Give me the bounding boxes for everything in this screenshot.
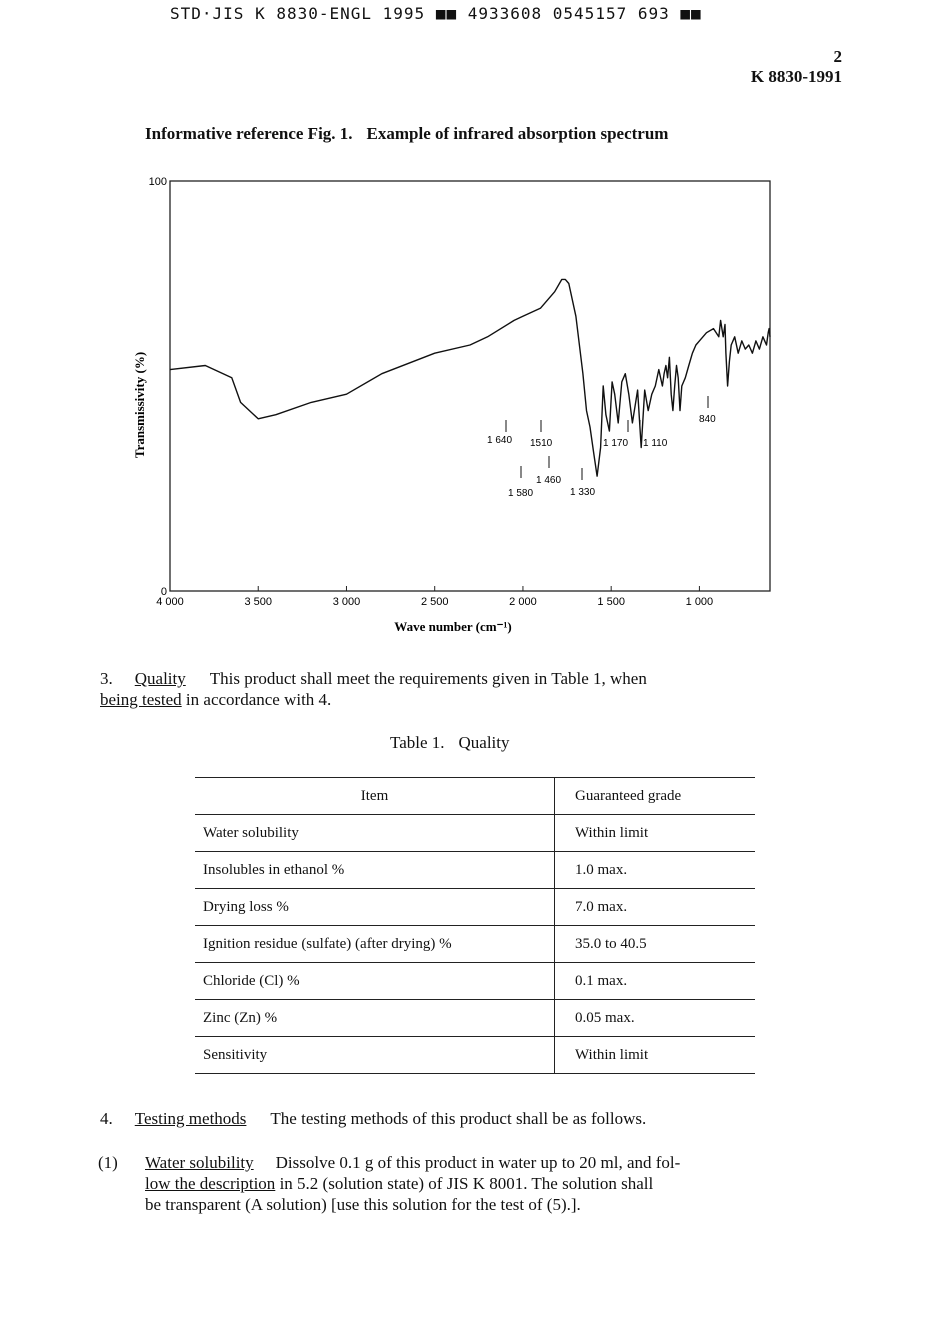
table-row xyxy=(195,889,755,926)
item-1-heading: Water solubility xyxy=(145,1153,254,1172)
x-tick-label: 3 500 xyxy=(244,596,273,608)
y-tick-label: 0 xyxy=(160,586,167,598)
table-cell-grade: 1.0 max. xyxy=(555,852,756,889)
x-axis-label: Wave number (cm⁻¹) xyxy=(394,619,512,634)
ir-spectrum-chart xyxy=(0,0,950,650)
x-tick-label: 2 000 xyxy=(509,596,537,608)
quality-table xyxy=(195,777,755,1074)
section-3-text: This product shall meet the requirements given in Table 1, when xyxy=(209,669,647,688)
section-4-number: 4. xyxy=(100,1109,113,1128)
peak-label: 1 170 xyxy=(603,438,629,449)
table-cell-item: Drying loss % xyxy=(195,889,555,926)
section-4-text: The testing methods of this product shall be as follows. xyxy=(270,1109,647,1128)
table-header-row xyxy=(195,778,755,815)
peak-label: 1 330 xyxy=(570,487,596,498)
table-cell-item: Zinc (Zn) % xyxy=(195,1000,555,1037)
page-number: 2 xyxy=(833,47,842,66)
item-1-text-line2: in 5.2 (solution state) of JIS K 8001. The solution shall xyxy=(279,1174,654,1193)
table-row xyxy=(195,963,755,1000)
table-1-title xyxy=(390,733,524,753)
table-cell-grade: 0.1 max. xyxy=(555,963,756,1000)
item-1-text-line3: be transparent (A solution) [use this solution for the test of (5).]. xyxy=(145,1195,581,1214)
document-header-code: STD·JIS K 8830-ENGL 1995 ■■ 4933608 0545157 693 ■■ xyxy=(170,4,702,23)
x-tick-label: 2 500 xyxy=(420,596,449,608)
peak-label: 840 xyxy=(699,414,716,425)
item-1-text-underlined: low the description xyxy=(145,1174,276,1193)
table-cell-item: Sensitivity xyxy=(195,1037,555,1074)
table-row xyxy=(195,1037,755,1074)
table-header-grade: Guaranteed grade xyxy=(555,778,756,815)
figure-caption-label: Informative reference Fig. 1. xyxy=(145,124,353,143)
document-id: K 8830-1991 xyxy=(750,67,842,86)
y-axis-ticks xyxy=(149,176,167,598)
y-tick-label: 100 xyxy=(148,176,167,188)
plot-frame xyxy=(170,181,770,591)
table-cell-item: Water solubility xyxy=(195,815,555,852)
item-1-number: (1) xyxy=(98,1153,118,1172)
section-3-number: 3. xyxy=(100,669,113,688)
table-cell-grade: 7.0 max. xyxy=(555,889,756,926)
section-3-quality xyxy=(100,668,860,710)
table-cell-grade: Within limit xyxy=(555,1037,756,1074)
table-cell-grade: 35.0 to 40.5 xyxy=(555,926,756,963)
table-header-item: Item xyxy=(195,778,555,815)
table-row xyxy=(195,926,755,963)
section-3-text-rest: in accordance with 4. xyxy=(185,690,332,709)
peak-label: 1 580 xyxy=(508,488,534,499)
x-tick-label: 1 000 xyxy=(685,596,714,608)
table-row xyxy=(195,852,755,889)
figure-caption-title: Example of infrared absorption spectrum xyxy=(366,124,669,143)
table-cell-item: Ignition residue (sulfate) (after drying) % xyxy=(195,926,555,963)
item-1-text-line1: Dissolve 0.1 g of this product in water up to 20 ml, and fol- xyxy=(275,1153,681,1172)
table-cell-grade: 0.05 max. xyxy=(555,1000,756,1037)
peak-label: 1 640 xyxy=(487,435,513,446)
table-1-name: Quality xyxy=(458,733,510,752)
peak-label: 1 460 xyxy=(536,475,562,486)
x-tick-label: 4 000 xyxy=(156,596,184,608)
section-4-heading: Testing methods xyxy=(134,1109,247,1128)
y-axis-label: Transmissivity (%) xyxy=(132,351,147,459)
table-row xyxy=(195,1000,755,1037)
x-tick-label: 1 500 xyxy=(597,596,625,608)
table-row xyxy=(195,815,755,852)
table-cell-item: Chloride (Cl) % xyxy=(195,963,555,1000)
section-3-heading: Quality xyxy=(134,669,186,688)
x-tick-label: 3 000 xyxy=(332,596,361,608)
x-axis-ticks xyxy=(156,586,713,608)
peak-label: 1510 xyxy=(530,438,553,449)
section-4-testing-methods xyxy=(100,1108,646,1129)
spectrum-line xyxy=(170,279,770,476)
section-3-text-underlined: being tested xyxy=(100,690,182,709)
table-cell-item: Insolubles in ethanol % xyxy=(195,852,555,889)
table-cell-grade: Within limit xyxy=(555,815,756,852)
item-1-water-solubility xyxy=(145,1152,865,1215)
peak-label: 1 110 xyxy=(643,438,668,449)
table-1-label: Table 1. xyxy=(390,733,445,752)
